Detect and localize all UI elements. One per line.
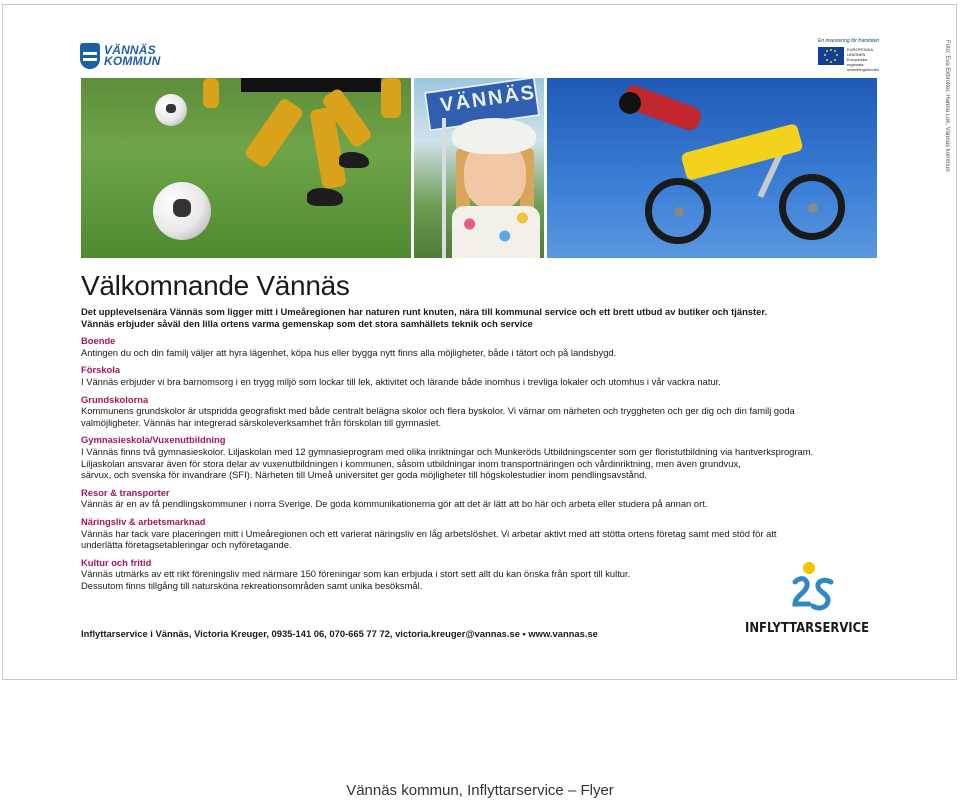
- section-forskola: [81, 364, 881, 387]
- document-caption: Vännäs kommun, Inflyttarservice – Flyer: [346, 782, 614, 799]
- section-heading: Kultur och fritid: [81, 556, 152, 568]
- logo-line-1: VÄNNÄS: [104, 43, 156, 57]
- front-wheel: [779, 174, 845, 240]
- section-line: Liljaskolan ansvarar även för stora delar av vuxenutbildningen i kommunen, såsom utbildningar inom transportnäringen och vårdinriktning, men även grundvux,: [81, 457, 741, 469]
- eu-line: UNIONEN: [847, 52, 866, 57]
- section-resor: [81, 487, 881, 510]
- section-line: Antingen du och din familj väljer att hyra lägenhet, köpa hus eller bygga nytt finns alla möjligheter, både i tätort och på landsbygd.: [81, 346, 617, 358]
- inflyttarservice-mark-icon: [787, 562, 837, 616]
- town-sign-text: VÄNNÄS: [438, 81, 538, 117]
- section-boende: [81, 335, 881, 358]
- section-line: Vännäs utmärks av ett rikt föreningsliv med närmare 150 föreningar som kan erbjuda i stort sett allt du kan önska från sport till kultur.: [81, 568, 631, 580]
- section-heading: Grundskolorna: [81, 393, 149, 405]
- section-line: Vännäs är en av få pendlingskommuner i norra Sverige. De goda kommunikationerna gör att det är lätt att bo här och arbeta eller studera på annan ort.: [81, 498, 708, 510]
- section-line: I Vännäs finns två gymnasieskolor. Liljaskolan med 12 gymnasieprogram med olika inriktningar och Munkeröds Utbildningscenter som ger floristutbildning via hantverksprogram.: [81, 445, 814, 457]
- section-line: Vännäs har tack vare placeringen mitt i Umeåregionen och ett varierat näringsliv en låg arbetslöshet. Vi arbetar aktivt med att stötta ortens företag samt med stöd för att: [81, 527, 777, 539]
- section-line: underlätta företagsetableringar och nyföretagande.: [81, 539, 292, 551]
- eu-tagline: En investering för framtiden: [818, 38, 880, 44]
- section-heading: Förskola: [81, 364, 121, 376]
- section-line: Dessutom finns tillgång till natursköna rekreationsområden samt unika besöksmål.: [81, 579, 423, 591]
- section-line: valmöjligheter. Vännäs har integrerad särskoleverksamhet från förskolan till gymnasiet.: [81, 416, 442, 428]
- section-heading: Boende: [81, 335, 116, 347]
- section-line: Kommunens grundskolor är utspridda geografiskt med både centralt belägna skolor och flera byskolor. Vi värnar om närheten och tryggheten och ger dig och din familj goda: [81, 405, 795, 417]
- eu-line: regionala: [847, 62, 864, 67]
- section-heading: Resor & transporter: [81, 486, 170, 498]
- rear-wheel: [645, 178, 711, 244]
- eu-line: EUROPEISKA: [847, 47, 874, 52]
- inflyttarservice-wordmark: INFLYTTARSERVICE: [745, 620, 870, 636]
- page-title: Välkomnande Vännäs: [81, 270, 350, 301]
- flyer-content: [81, 306, 881, 591]
- eu-funding-logo: [818, 38, 884, 72]
- intro: [81, 306, 881, 329]
- soccer-photo: [81, 78, 411, 258]
- section-naringsliv: [81, 516, 881, 551]
- section-line: I Vännäs erbjuder vi bra barnomsorg i en trygg miljö som lockar till lek, aktivitet och lärande både inomhus i trevliga lokaler och utomhus i vår vackra natur.: [81, 375, 721, 387]
- section-heading: Gymnasieskola/Vuxenutbildning: [81, 434, 226, 446]
- vannas-kommun-logo: [80, 43, 161, 69]
- contact-line: Inflyttarservice i Vännäs, Victoria Kreuger, 0935-141 06, 070-665 77 72, victoria.kreuger@vannas.se • www.vannas.se: [81, 628, 598, 639]
- eu-flag-icon: [818, 47, 844, 65]
- section-grundskolorna: [81, 394, 881, 429]
- section-gymnasieskola: [81, 434, 881, 480]
- soccer-ball: [155, 94, 187, 126]
- section-line: särvux, och svenska för invandrare (SFI). Närheten till Umeå universitet ger goda möjligheter till högskolestudier inom pendlingsavstånd.: [81, 469, 647, 481]
- municipality-crest-icon: [80, 43, 100, 69]
- photo-credit: Foto: Eva Ekbrolter, Hanna Lok, Vännäs kommun: [944, 40, 950, 172]
- soccer-ball: [153, 182, 211, 240]
- inflyttarservice-logo: [745, 562, 881, 642]
- girl-photo: [414, 78, 544, 258]
- section-heading: Näringsliv & arbetsmarknad: [81, 515, 206, 527]
- intro-line: Vännäs erbjuder såväl den lilla ortens varma gemenskap som det stora samhällets teknik och service: [81, 317, 533, 329]
- motocross-photo: [547, 78, 877, 258]
- logo-line-2: KOMMUN: [104, 54, 161, 68]
- sun-hat: [452, 118, 536, 154]
- intro-line: Det upplevelsenära Vännäs som ligger mitt i Umeåregionen har naturen runt knuten, nära till kommunal service och ett brett utbud av butiker och tjänster.: [81, 306, 768, 317]
- eu-line: Europeiska: [847, 57, 868, 62]
- eu-line: utvecklingsfonden: [847, 67, 880, 72]
